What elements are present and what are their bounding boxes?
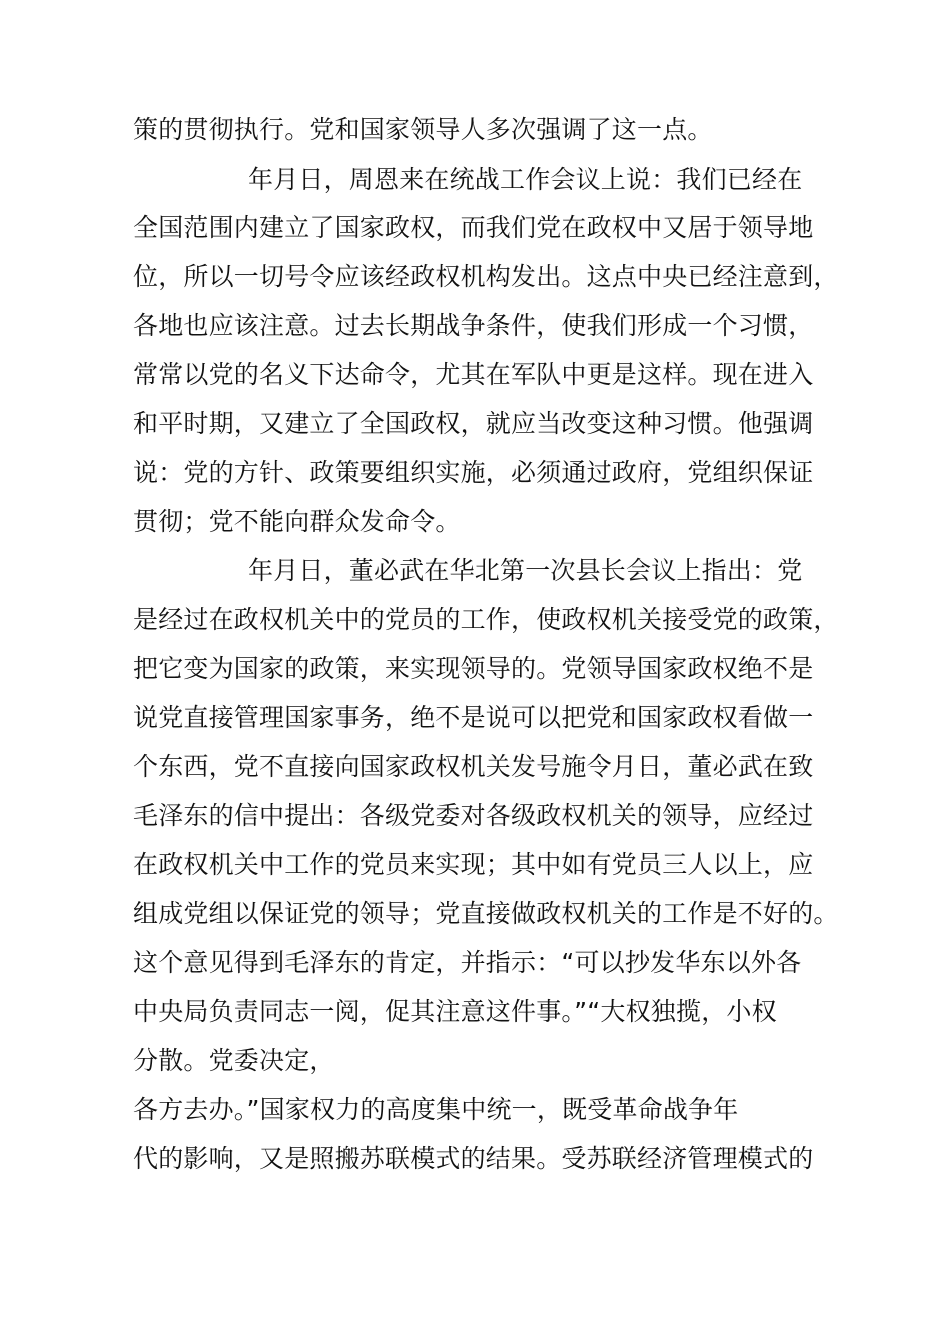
- text-line: 各方去办。”国家权力的高度集中统一，既受革命战争年: [133, 1095, 739, 1124]
- text-line: 说：党的方针、政策要组织实施，必须通过政府，党组织保证: [133, 458, 814, 487]
- text-line: 常常以党的名义下达命令，尤其在军队中更是这样。现在进入: [133, 360, 814, 389]
- text-line: 在政权机关中工作的党员来实现；其中如有党员三人以上，应: [133, 850, 814, 879]
- paragraph-start-line: 年月日，周恩来在统战工作会议上说：我们已经在: [248, 165, 803, 194]
- text-line: 全国范围内建立了国家政权，而我们党在政权中又居于领导地: [133, 213, 814, 242]
- text-line: 各地也应该注意。过去长期战争条件，使我们形成一个习惯，: [133, 311, 814, 340]
- text-line: 贯彻；党不能向群众发命令。: [133, 507, 461, 536]
- text-line: 毛泽东的信中提出：各级党委对各级政权机关的领导，应经过: [133, 801, 814, 830]
- text-line: 组成党组以保证党的领导；党直接做政权机关的工作是不好的。: [133, 899, 839, 928]
- text-line: 是经过在政权机关中的党员的工作，使政权机关接受党的政策，: [133, 605, 839, 634]
- text-line: 中央局负责同志一阅，促其注意这件事。”“大权独揽，小权: [133, 997, 777, 1026]
- text-line: 说党直接管理国家事务，绝不是说可以把党和国家政权看做一: [133, 703, 814, 732]
- text-line: 策的贯彻执行。党和国家领导人多次强调了这一点。: [133, 115, 713, 144]
- paragraph-start-line: 年月日，董必武在华北第一次县长会议上指出：党: [248, 556, 803, 585]
- text-line: 这个意见得到毛泽东的肯定，并指示：“可以抄发华东以外各: [133, 948, 802, 977]
- text-line: 个东西，党不直接向国家政权机关发号施令月日，董必武在致: [133, 752, 814, 781]
- text-line: 把它变为国家的政策，来实现领导的。党领导国家政权绝不是: [133, 654, 814, 683]
- text-line: 分散。党委决定，: [133, 1046, 335, 1075]
- text-line: 位，所以一切号令应该经政权机构发出。这点中央已经注意到，: [133, 262, 839, 291]
- text-line: 代的影响，又是照搬苏联模式的结果。受苏联经济管理模式的: [133, 1144, 814, 1173]
- text-line: 和平时期，又建立了全国政权，就应当改变这种习惯。他强调: [133, 409, 814, 438]
